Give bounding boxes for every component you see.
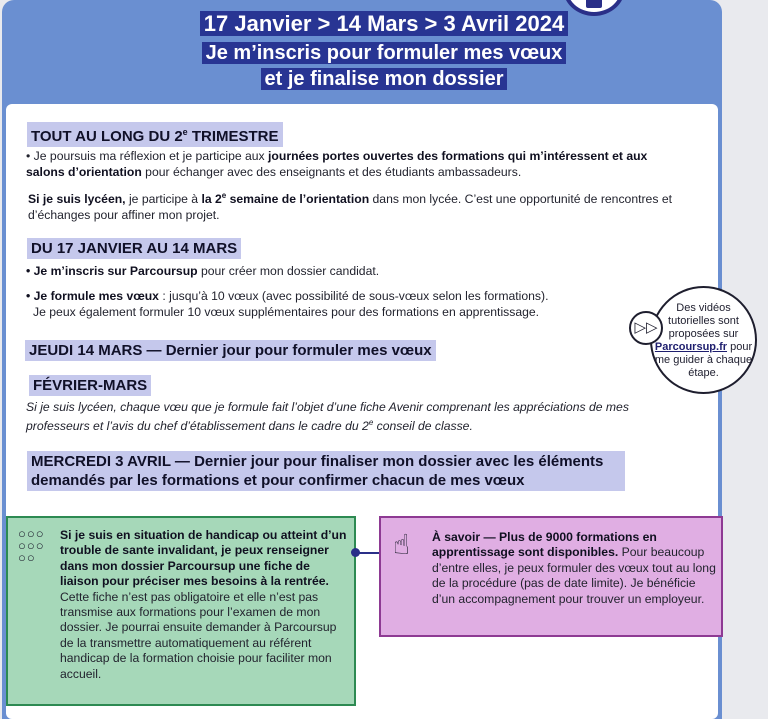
savoir-info-box (379, 516, 723, 637)
tutorial-bubble: Des vidéos tutorielles sont proposées sur Parcoursup.fr pour me guider à chaque étape. (650, 286, 757, 394)
box-connector (356, 552, 380, 554)
fast-forward-icon: ▷▷ (629, 311, 663, 345)
header-title-line1: Je m’inscris pour formuler mes vœux (0, 42, 768, 65)
janvier-item-voeux: • Je formule mes vœux : jusqu’à 10 vœux (avec possibilité de sous-vœux selon les formations). Je peux également formuler 10 vœux supplémentaires pour des formations en apprentissage. (26, 289, 549, 319)
accessibility-dots-icon: ○○○ ○○○ ○○ (18, 526, 45, 565)
trimestre-lycee-text: Si je suis lycéen, je participe à la 2e semaine de l’orientation dans mon lycée. C’est une opportunité de rencontres et d’échanges pour affiner mon projet. (28, 191, 672, 223)
savoir-info-text: À savoir — Plus de 9000 formations en apprentissage sont disponibles. Pour beaucoup d’entre elles, je peux formuler des vœux tout au long de la procédure (pas de date limite). Je bénéficie d’un accompagnement pour trouver un employeur. (432, 530, 716, 606)
section-heading-3-avril: MERCREDI 3 AVRIL — Dernier jour pour finaliser mon dossier avec les éléments demandés par les formations et pour confirmer chacun de mes vœux (27, 451, 625, 491)
handicap-info-text: Si je suis en situation de handicap ou atteint d’un trouble de sante invalidant, je peux renseigner dans mon dossier Parcoursup une fiche de liaison pour préciser mes besoins à la rentrée. Cette fiche n’est pas obligatoire et elle n’est pas transmise aux formations pour l’examen de mon dossier. Je pourrai ensuite demander à Parcoursup de la transmettre automatiquement au référent handicap de la formation choisie pour faciliter mon accueil. (60, 528, 347, 681)
pointing-hand-icon: ☝ (393, 529, 411, 560)
section-heading-trimestre: TOUT AU LONG DU 2e TRIMESTRE (27, 122, 283, 147)
header-dates: 17 Janvier > 14 Mars > 3 Avril 2024 (0, 11, 768, 37)
trimestre-bullet: • Je poursuis ma réflexion et je participe aux journées portes ouvertes des formations qui m’intéressent et aux salons d’orientation pour échanger avec des enseignants et des étudiants ambassadeurs. (26, 149, 648, 179)
janvier-item-inscription: • Je m’inscris sur Parcoursup pour créer mon dossier candidat. (26, 264, 380, 278)
section-heading-janvier: DU 17 JANVIER AU 14 MARS (27, 238, 241, 259)
section-heading-fevrier-mars: FÉVRIER-MARS (29, 375, 151, 396)
handicap-info-box (6, 516, 356, 706)
parcoursup-link[interactable]: Parcoursup.fr (654, 341, 728, 353)
fevrier-mars-text: Si je suis lycéen, chaque vœu que je formule fait l’objet d’une fiche Avenir comprenant les appréciations de mes professeurs et l’avis du chef d’établissement dans le cadre du 2e conseil de classe. (26, 400, 629, 434)
section-heading-14-mars: JEUDI 14 MARS — Dernier jour pour formuler mes vœux (25, 340, 436, 361)
header-title-line2: et je finalise mon dossier (0, 68, 768, 91)
step-badge-mark (586, 0, 602, 8)
